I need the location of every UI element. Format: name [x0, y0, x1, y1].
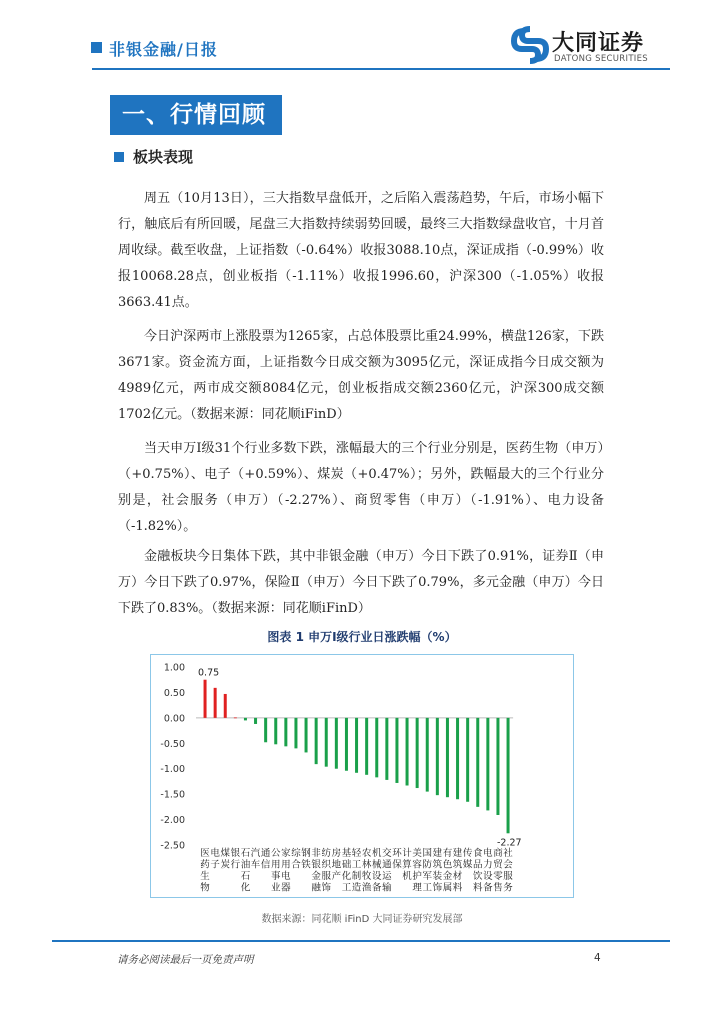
category-label: 机械设备	[371, 848, 382, 894]
category-label: 汽车	[250, 848, 261, 871]
y-tick-label: -0.50	[160, 738, 185, 750]
category-label: 综合	[291, 848, 301, 871]
category-label: 建筑材料	[452, 848, 463, 894]
bar	[395, 718, 398, 783]
y-tick-label: 1.00	[163, 662, 185, 674]
category-label: 通信	[260, 848, 271, 871]
category-label: 医药生物	[200, 848, 210, 894]
subsection-title: 板块表现	[133, 148, 194, 166]
category-label: 电子	[210, 848, 220, 871]
paragraph-1: 周五（10月13日），三大指数早盘低开，之后陷入震荡趋势，午后，市场小幅下行，触底后有所回暖，尾盘三大指数持续弱势回暖，最终三大指数绿盘收官，十月首周收绿。截至收盘，上证指数（-0.64%）收报3088.10点，深证成指（-0.99%）收报10068.28点，创业板指（-1.11%）收报1996.60，沪深300（-1.05%）收报3663.41点。	[118, 191, 604, 310]
bar	[254, 718, 257, 724]
bar	[214, 688, 217, 718]
footer-disclaimer: 请务必阅读最后一页免责声明	[117, 954, 254, 966]
bar-chart	[151, 655, 572, 896]
y-tick-label: 0.00	[163, 713, 185, 725]
section-title: 一、行情回顾	[110, 95, 282, 135]
figure-title: 图表 1 申万Ⅰ级行业日涨跌幅（%）	[267, 630, 457, 644]
logo-subtitle: DATONG SECURITIES	[554, 54, 648, 64]
bar	[416, 718, 419, 788]
data-label-max: 0.75	[198, 667, 220, 679]
category-label: 农林牧渔	[361, 848, 372, 894]
y-tick-label: -2.00	[160, 815, 185, 827]
bar	[274, 718, 277, 744]
bar	[426, 718, 429, 792]
paragraph-2: 今日沪深两市上涨股票为1265家，占总体股票比重24.99%，横盘126家，下跌3671家。资金流方面，上证指数今日成交额为3095亿元，深证成指今日成交额为4989亿元，两市成交额8084亿元，创业板指成交额2360亿元，沪深300成交额1702亿元。（数据来源：同花顺iFinD）	[118, 329, 604, 422]
bar	[446, 718, 449, 797]
category-label: 交通运输	[382, 848, 392, 894]
subsection-square-icon	[114, 152, 124, 162]
bar	[224, 694, 227, 718]
bar	[294, 718, 297, 749]
category-label: 基础化工	[341, 848, 352, 894]
company-logo	[510, 22, 675, 67]
bar	[355, 718, 358, 773]
footer-rule	[52, 940, 670, 942]
bar	[244, 718, 247, 721]
bar	[466, 718, 469, 802]
paragraph-4: 金融板块今日集体下跌，其中非银金融（申万）今日下跌了0.91%，证券Ⅱ（申万）今日下跌了0.97%，保险Ⅱ（申万）今日下跌了0.79%，多元金融（申万）今日下跌了0.83%。（数据来源：同花顺iFinD）	[118, 549, 604, 616]
logo-name: 大同证券	[552, 31, 645, 56]
bar	[204, 680, 207, 718]
figure-source: 数据来源：同花顺 iFinD 大同证券研究发展部	[261, 914, 463, 925]
category-label: 非银金融	[311, 848, 321, 894]
category-label: 钢铁	[301, 848, 311, 871]
bar	[436, 718, 439, 795]
bar	[375, 718, 378, 778]
category-label: 社会服务	[503, 848, 513, 894]
bar	[385, 718, 388, 780]
category-label: 煤炭	[220, 848, 231, 871]
chart-frame	[150, 654, 574, 898]
bar	[345, 718, 348, 771]
logo-emblem-icon	[510, 25, 550, 65]
category-label: 房地产	[331, 848, 342, 882]
y-tick-label: -1.00	[160, 764, 185, 776]
category-label: 传媒	[462, 848, 473, 871]
bar	[335, 718, 338, 769]
y-tick-label: -1.50	[160, 789, 185, 801]
bar	[496, 718, 499, 815]
page-number: 4	[594, 952, 601, 964]
category-label: 电力设备	[483, 848, 493, 894]
bar	[476, 718, 479, 807]
header-square-icon	[91, 42, 102, 53]
y-tick-label: -2.50	[160, 840, 185, 852]
category-label: 国防军工	[422, 848, 433, 894]
category-label: 纺织服饰	[321, 848, 332, 894]
header-rule	[92, 68, 670, 70]
category-label: 有色金属	[442, 848, 453, 894]
category-label: 银行	[230, 848, 241, 871]
header-title: 非银金融/日报	[109, 40, 218, 59]
category-label: 建筑装饰	[432, 848, 443, 894]
bar	[305, 718, 308, 753]
category-label: 计算机	[402, 848, 412, 882]
category-label: 家用电器	[281, 848, 291, 894]
bar	[264, 718, 267, 742]
category-label: 商贸零售	[493, 848, 503, 894]
bar	[486, 718, 489, 811]
category-label: 食品饮料	[472, 848, 483, 894]
bar	[315, 718, 318, 764]
category-label: 美容护理	[412, 848, 422, 894]
category-label: 公用事业	[270, 848, 281, 894]
category-label: 石油石化	[240, 848, 251, 894]
y-tick-label: 0.50	[163, 687, 185, 699]
bar	[325, 718, 328, 767]
category-label: 环保	[392, 848, 402, 871]
bar	[284, 718, 287, 746]
bar	[456, 718, 459, 799]
category-label: 轻工制造	[351, 848, 362, 894]
paragraph-3: 当天申万Ⅰ级31个行业多数下跌，涨幅最大的三个行业分别是，医药生物（申万）（+0.75%）、电子（+0.59%）、煤炭（+0.47%）；另外，跌幅最大的三个行业分别是，社会服务（申万）（-2.27%）、商贸零售（申万）（-1.91%）、电力设备（-1.82%）。	[118, 441, 604, 534]
bar	[507, 718, 510, 833]
data-label-min: -2.27	[497, 837, 522, 849]
bar	[234, 717, 237, 718]
bar	[365, 718, 368, 775]
bar	[406, 718, 409, 786]
